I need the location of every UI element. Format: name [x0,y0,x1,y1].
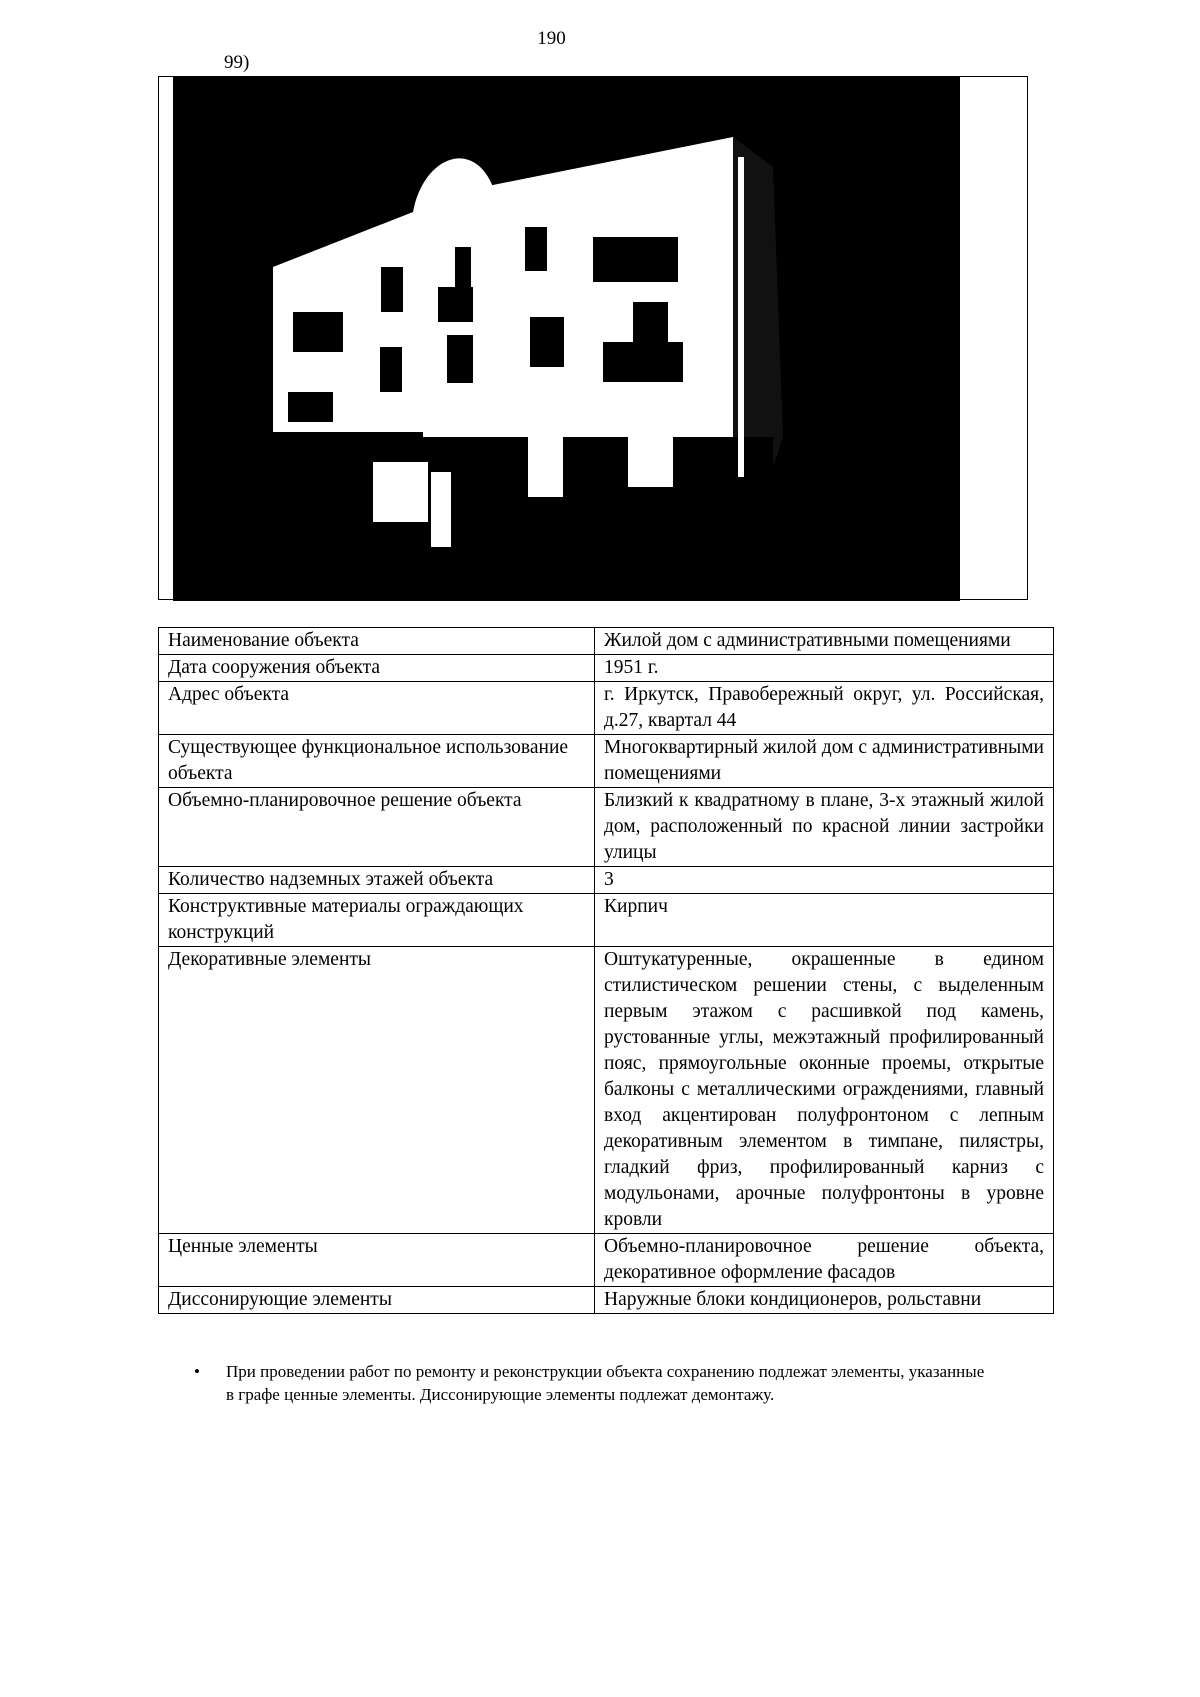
building-photo-frame [158,76,1028,600]
table-row [159,735,1054,788]
row-value: г. Иркутск, Правобережный округ, ул. Российская, д.27, квартал 44 [595,682,1054,735]
row-label: Декоративные элементы [159,947,595,1234]
table-row [159,788,1054,867]
table-row [159,682,1054,735]
row-label: Наименование объекта [159,628,595,655]
table-row [159,655,1054,682]
row-label: Диссонирующие элементы [159,1287,595,1314]
table-row [159,1234,1054,1287]
footnote [190,1360,990,1406]
row-label: Объемно-планировочное решение объекта [159,788,595,867]
row-value: Многоквартирный жилой дом с административными помещениями [595,735,1054,788]
footnote-text: При проведении работ по ремонту и реконструкции объекта сохранению подлежат элементы, указанные в графе ценные элементы. Диссонирующие элементы подлежат демонтажу. [226,1362,985,1404]
row-label: Ценные элементы [159,1234,595,1287]
building-photo [173,77,960,601]
row-label: Существующее функциональное использование объекта [159,735,595,788]
row-value: 3 [595,867,1054,894]
row-value: Жилой дом с административными помещениями [595,628,1054,655]
object-info-table [158,627,1054,1314]
row-label: Количество надземных этажей объекта [159,867,595,894]
table-row [159,894,1054,947]
table-row [159,628,1054,655]
row-value: Близкий к квадратному в плане, 3-х этажный жилой дом, расположенный по красной линии застройки улицы [595,788,1054,867]
page-number: 190 [537,28,566,49]
row-label: Конструктивные материалы ограждающих конструкций [159,894,595,947]
row-value: 1951 г. [595,655,1054,682]
row-label: Дата сооружения объекта [159,655,595,682]
row-value: Наружные блоки кондиционеров, рольставни [595,1287,1054,1314]
row-value: Оштукатуренные, окрашенные в едином стилистическом решении стены, с выделенным первым этажом с расшивкой под камень, рустованные углы, межэтажный профилированный пояс, прямоугольные оконные проемы, открытые балконы с металлическими ограждениями, главный вход акцентирован полуфронтоном с лепным декоративным элементом в тимпане, пилястры, гладкий фриз, профилированный карниз с модульонами, арочные полуфронтоны в уровне кровли [595,947,1054,1234]
bullet-icon: • [194,1362,200,1381]
row-value: Объемно-планировочное решение объекта, декоративное оформление фасадов [595,1234,1054,1287]
item-number: 99) [224,52,250,73]
row-label: Адрес объекта [159,682,595,735]
table-row [159,867,1054,894]
table-row [159,947,1054,1234]
row-value: Кирпич [595,894,1054,947]
table-row [159,1287,1054,1314]
